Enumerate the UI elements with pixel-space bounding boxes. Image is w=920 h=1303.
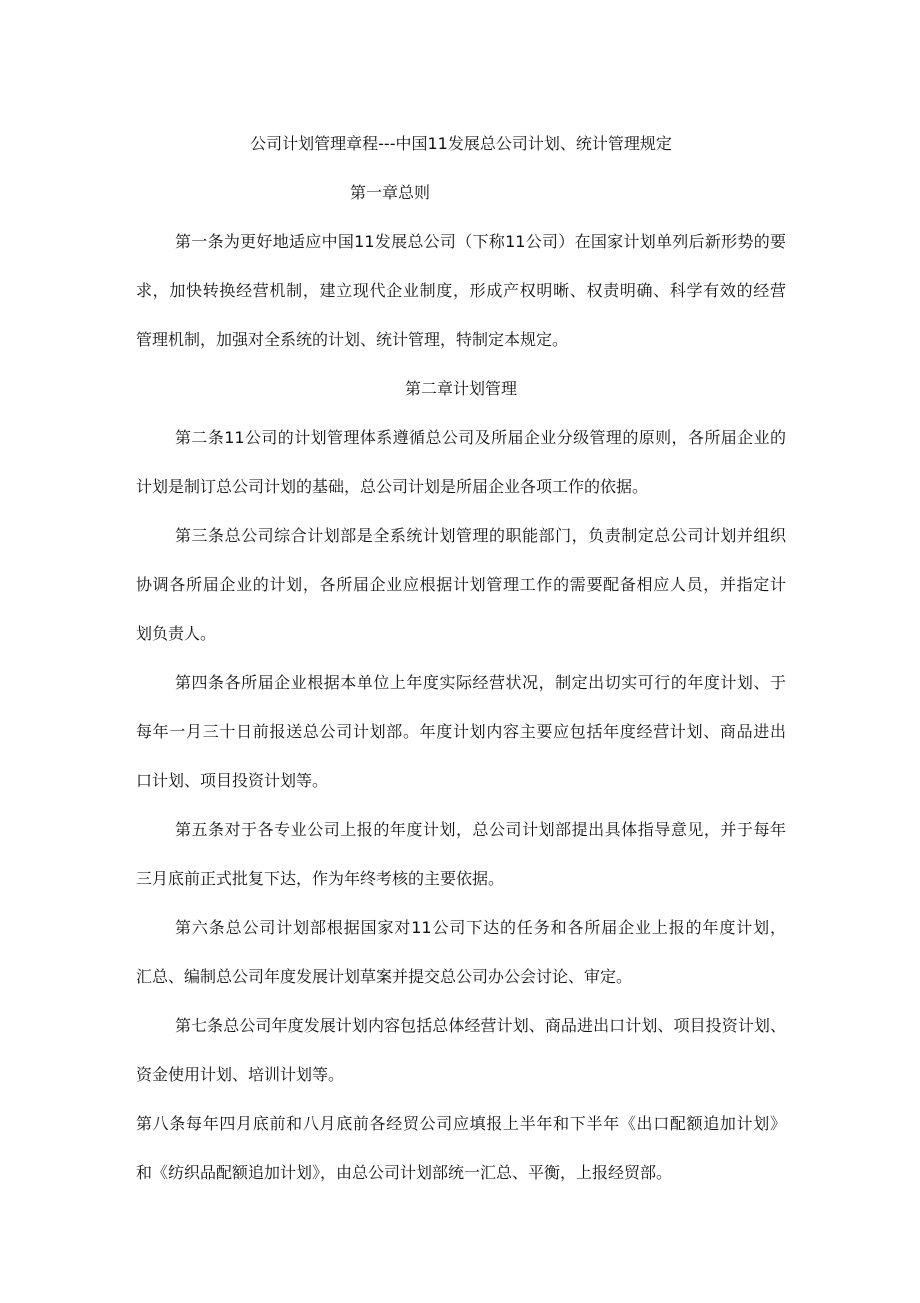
- text-line: 第四条各所届企业根据本单位上年度实际经营状况，制定出切实可行的年度计划、于: [175, 673, 786, 692]
- text-line: 和《纺织品配额追加计划》，由总公司计划部统一汇总、平衡，上报经贸部。: [136, 1163, 673, 1182]
- article-2: [136, 413, 786, 511]
- text-line: 资金使用计划、培训计划等。: [136, 1065, 345, 1084]
- article-3: [136, 511, 786, 658]
- article-6: [136, 903, 786, 1001]
- text-line: 第七条总公司年度发展计划内容包括总体经营计划、商品进出口计划、项目投资计划、: [175, 1016, 786, 1035]
- article-7: [136, 1001, 786, 1099]
- article-5: [136, 805, 786, 903]
- article-1: [136, 217, 786, 364]
- document-title: 公司计划管理章程---中国11发展总公司计划、统计管理规定: [250, 134, 672, 153]
- text-line: 第八条每年四月底前和八月底前各经贸公司应填报上半年和下半年《出口配额追加计划》: [136, 1114, 786, 1133]
- text-line: 协调各所届企业的计划，各所届企业应根据计划管理工作的需要配备相应人员，并指定计: [136, 575, 786, 594]
- text-line: 第二条11公司的计划管理体系遵循总公司及所届企业分级管理的原则，各所届企业的: [175, 428, 786, 447]
- chapter-heading: 第一章总则: [350, 183, 431, 202]
- text-line: 第五条对于各专业公司上报的年度计划，总公司计划部提出具体指导意见，并于每年: [175, 820, 786, 839]
- text-line: 管理机制，加强对全系统的计划、统计管理，特制定本规定。: [136, 330, 569, 349]
- article-4: [136, 658, 786, 805]
- text-line: 汇总、编制总公司年度发展计划草案并提交总公司办公会讨论、审定。: [136, 967, 633, 986]
- text-line: 三月底前正式批复下达，作为年终考核的主要依据。: [136, 869, 505, 888]
- text-line: 计划是制订总公司计划的基础，总公司计划是所届企业各项工作的依据。: [136, 477, 649, 496]
- chapter-heading: 第二章计划管理: [404, 379, 517, 398]
- document-body: [136, 119, 786, 1197]
- text-line: 求，加快转换经营机制，建立现代企业制度，形成产权明晰、权责明确、科学有效的经营: [136, 281, 786, 300]
- text-line: 每年一月三十日前报送总公司计划部。年度计划内容主要应包括年度经营计划、商品进出: [136, 722, 786, 741]
- text-line: 第一条为更好地适应中国11发展总公司（下称11公司）在国家计划单列后新形势的要: [175, 232, 786, 251]
- text-line: 第三条总公司综合计划部是全系统计划管理的职能部门，负责制定总公司计划并组织: [175, 526, 786, 545]
- text-line: 口计划、项目投资计划等。: [136, 771, 329, 790]
- article-8: [136, 1099, 786, 1197]
- text-line: 第六条总公司计划部根据国家对11公司下达的任务和各所届企业上报的年度计划，: [175, 918, 786, 937]
- text-line: 划负责人。: [136, 624, 217, 643]
